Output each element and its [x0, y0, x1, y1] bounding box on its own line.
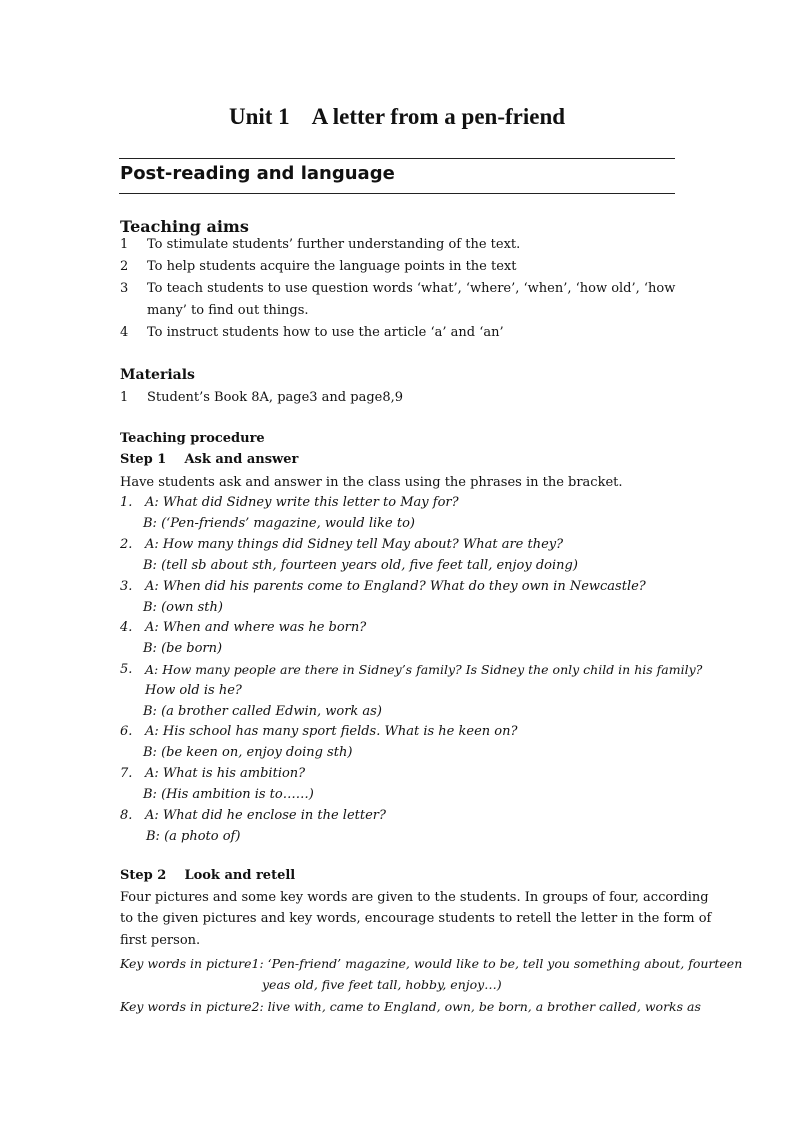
keywords-line: Key words in picture2: live with, came to England, own, be born, a brother called, works as [120, 999, 701, 1014]
step1-heading [120, 452, 298, 467]
step1-label: Step 1 [120, 452, 167, 467]
qa-number: 7. [120, 766, 133, 781]
materials-item-number: 1 [120, 390, 129, 405]
materials-heading: Materials [120, 367, 195, 383]
qa-answer-hint: B: (‘Pen-friends’ magazine, would like to) [143, 516, 415, 531]
step2-title: Look and retell [184, 868, 296, 883]
qa-question: A: How many things did Sidney tell May about? What are they? [145, 537, 564, 552]
qa-number: 1. [120, 495, 133, 510]
qa-answer-hint: B: (own sth) [143, 600, 223, 615]
qa-number: 2. [120, 537, 133, 552]
step1-intro: Have students ask and answer in the class using the phrases in the bracket. [120, 475, 623, 490]
qa-question: A: How many people are there in Sidney’s family? Is Sidney the only child in his family? [145, 662, 703, 677]
qa-answer-hint: B: (a photo of) [146, 829, 241, 844]
unit-number: Unit 1 [228, 104, 290, 129]
aims-item-number: 4 [120, 325, 129, 340]
keywords-line: Key words in picture1: ‘Pen-friend’ magazine, would like to be, tell you something about, fourteen [120, 956, 743, 971]
qa-number: 3. [120, 579, 133, 594]
qa-answer-hint: B: (tell sb about sth, fourteen years old, five feet tall, enjoy doing) [143, 558, 578, 573]
qa-question: A: What did he enclose in the letter? [145, 808, 386, 823]
aims-item-number: 1 [120, 237, 129, 252]
qa-question: A: When did his parents come to England? What do they own in Newcastle? [145, 579, 646, 594]
aims-item-text: To teach students to use question words ‘what’, ‘where’, ‘when’, ‘how old’, ‘how [147, 281, 676, 296]
step2-paragraph-line: to the given pictures and key words, encourage students to retell the letter in the form of [120, 911, 712, 926]
materials-item-text: Student’s Book 8A, page3 and page8,9 [147, 390, 404, 405]
qa-question: A: What is his ambition? [145, 766, 306, 781]
aims-item-text: To instruct students how to use the article ‘a’ and ‘an’ [147, 325, 504, 340]
divider-bottom [119, 193, 675, 194]
qa-number: 6. [120, 724, 133, 739]
step2-label: Step 2 [120, 868, 167, 883]
page-title [0, 104, 794, 130]
qa-question-cont: How old is he? [145, 683, 242, 698]
qa-number: 8. [120, 808, 133, 823]
qa-answer-hint: B: (be keen on, enjoy doing sth) [143, 745, 353, 760]
step2-heading [120, 868, 295, 883]
lesson-subheading: Post-reading and language [120, 163, 395, 184]
keywords-line-cont: yeas old, five feet tall, hobby, enjoy…) [262, 977, 502, 992]
step2-paragraph-line: first person. [120, 933, 201, 948]
step1-title: Ask and answer [184, 452, 299, 467]
qa-question: A: When and where was he born? [145, 620, 367, 635]
aims-heading: Teaching aims [120, 217, 249, 236]
aims-item-text: To help students acquire the language points in the text [147, 259, 517, 274]
qa-question: A: His school has many sport fields. What is he keen on? [145, 724, 518, 739]
aims-item-number: 3 [120, 281, 129, 296]
unit-name: A letter from a pen-friend [311, 104, 566, 129]
aims-item-text-cont: many’ to find out things. [147, 303, 309, 318]
step2-paragraph-line: Four pictures and some key words are given to the students. In groups of four, according [120, 890, 709, 905]
aims-item-text: To stimulate students’ further understanding of the text. [147, 237, 521, 252]
qa-answer-hint: B: (a brother called Edwin, work as) [143, 704, 382, 719]
divider-top [119, 158, 675, 159]
qa-number: 5. [120, 662, 133, 677]
qa-answer-hint: B: (His ambition is to……) [143, 787, 314, 802]
qa-number: 4. [120, 620, 133, 635]
aims-item-number: 2 [120, 259, 129, 274]
qa-answer-hint: B: (be born) [143, 641, 223, 656]
procedure-heading: Teaching procedure [120, 431, 265, 446]
qa-question: A: What did Sidney write this letter to May for? [145, 495, 459, 510]
